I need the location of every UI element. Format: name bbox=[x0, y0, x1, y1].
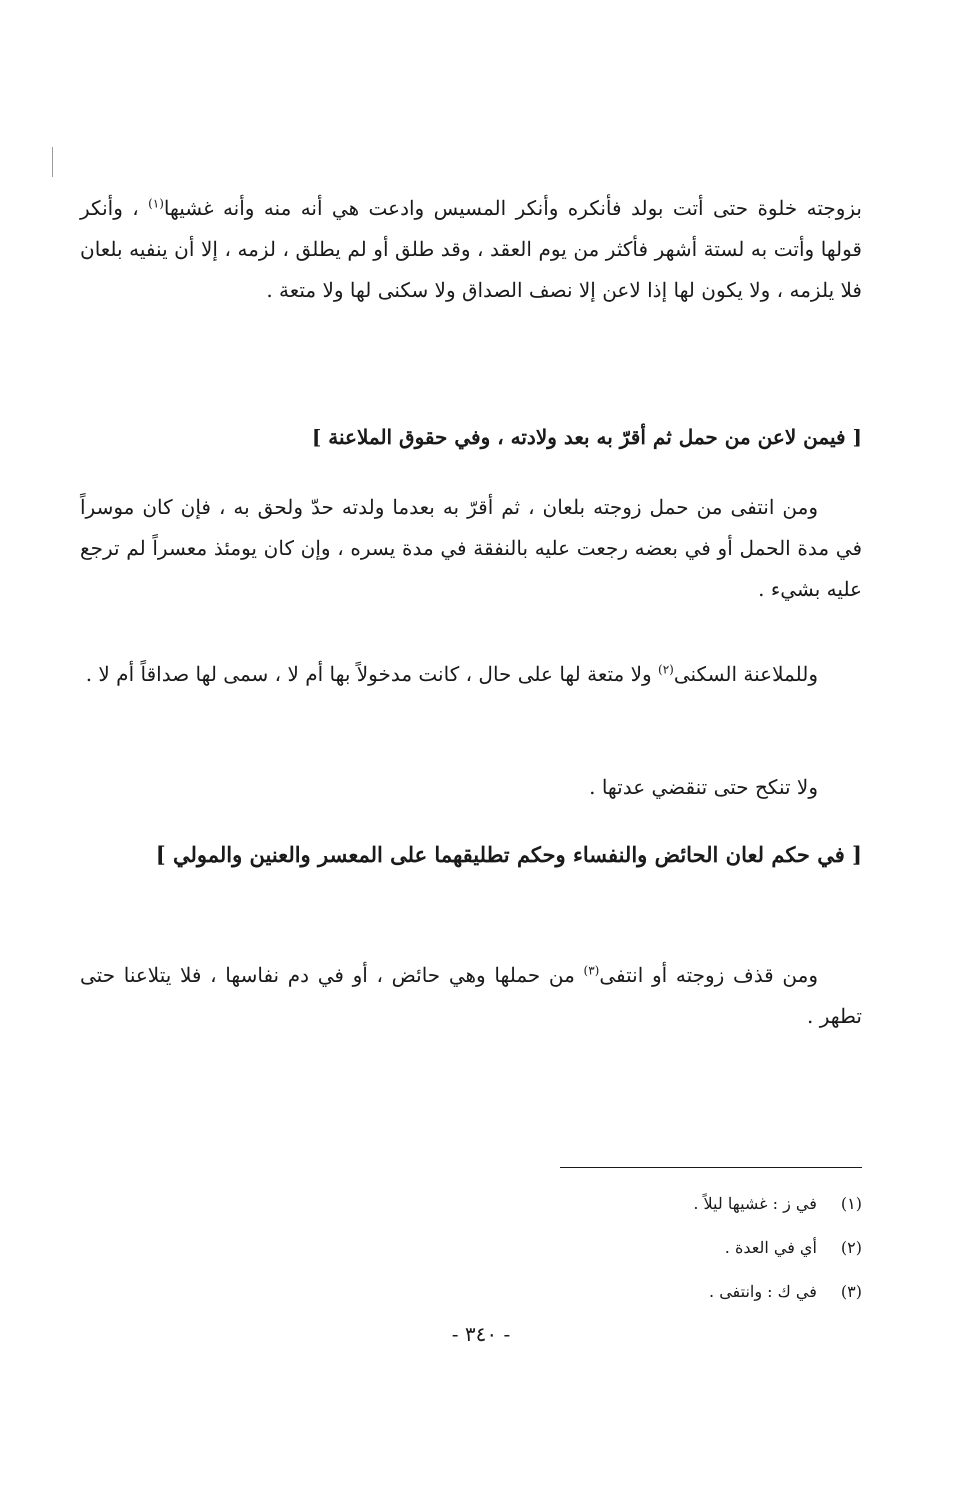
footnote-text: في ك : وانتفى . bbox=[709, 1282, 817, 1301]
paragraph-2 bbox=[80, 487, 862, 610]
page-number: - ٣٤٠ - bbox=[451, 1322, 511, 1346]
footnote-2 bbox=[480, 1226, 862, 1270]
paragraph-1-text: بزوجته خلوة حتى أتت بولد فأنكره وأنكر المسيس وادعت هي أنه منه وأنه غشيها bbox=[163, 196, 862, 220]
paragraph-3-text-cont: ولا متعة لها على حال ، كانت مدخولاً بها أم لا ، سمى لها صداقاً أم لا . bbox=[85, 662, 652, 686]
paragraph-3-text: وللملاعنة السكنى bbox=[673, 662, 818, 686]
paragraph-1-text-cont: ، وأنكر قولها وأتت به لستة أشهر فأكثر من يوم العقد ، وقد طلق أو لم يطلق ، لزمه ، إلا أن ينفيه بلعان فلا يلزمه ، ولا يكون لها إذا لاعن إلا نصف الصداق ولا سكنى لها ولا متعة . bbox=[80, 196, 862, 302]
footnote-ref-3[interactable]: (٣) bbox=[583, 963, 600, 978]
paragraph-5 bbox=[80, 955, 862, 1037]
margin-mark bbox=[52, 147, 53, 177]
section-heading-1: [ فيمن لاعن من حمل ثم أقرّ به بعد ولادته ، وفي حقوق الملاعنة ] bbox=[311, 425, 862, 449]
footnote-text: في ز : غشيها ليلاً . bbox=[693, 1194, 817, 1213]
footnotes bbox=[480, 1182, 862, 1314]
footnote-ref-1[interactable]: (١) bbox=[148, 196, 164, 211]
paragraph-3 bbox=[80, 654, 862, 695]
paragraph-4-text: ولا تنكح حتى تنقضي عدتها . bbox=[589, 775, 818, 799]
paragraph-5-text-cont: من حملها وهي حائض ، أو في دم نفاسها ، فلا يتلاعنا حتى تطهر . bbox=[80, 963, 862, 1028]
footnote-number: (٢) bbox=[840, 1238, 862, 1257]
footnote-number: (٣) bbox=[840, 1282, 862, 1301]
footnote-text: أي في العدة . bbox=[724, 1238, 817, 1257]
footnote-3 bbox=[480, 1270, 862, 1314]
footnote-ref-2[interactable]: (٢) bbox=[658, 662, 674, 677]
paragraph-2-text: ومن انتفى من حمل زوجته بلعان ، ثم أقرّ به بعدما ولدته حدّ ولحق به ، فإن كان موسراً في مدة الحمل أو في بعضه رجعت عليه بالنفقة في مدة يسره ، وإن كان يومئذ معسراً لم ترجع عليه بشيء . bbox=[80, 495, 863, 601]
paragraph-1 bbox=[80, 188, 862, 311]
footnote-separator bbox=[560, 1167, 862, 1168]
paragraph-5-text: ومن قذف زوجته أو انتفى bbox=[599, 963, 819, 987]
section-heading-2: [ في حكم لعان الحائض والنفساء وحكم تطليقهما على المعسر والعنين والمولي ] bbox=[155, 842, 862, 867]
paragraph-4 bbox=[80, 767, 862, 808]
footnote-1 bbox=[480, 1182, 862, 1226]
footnote-number: (١) bbox=[840, 1194, 862, 1213]
